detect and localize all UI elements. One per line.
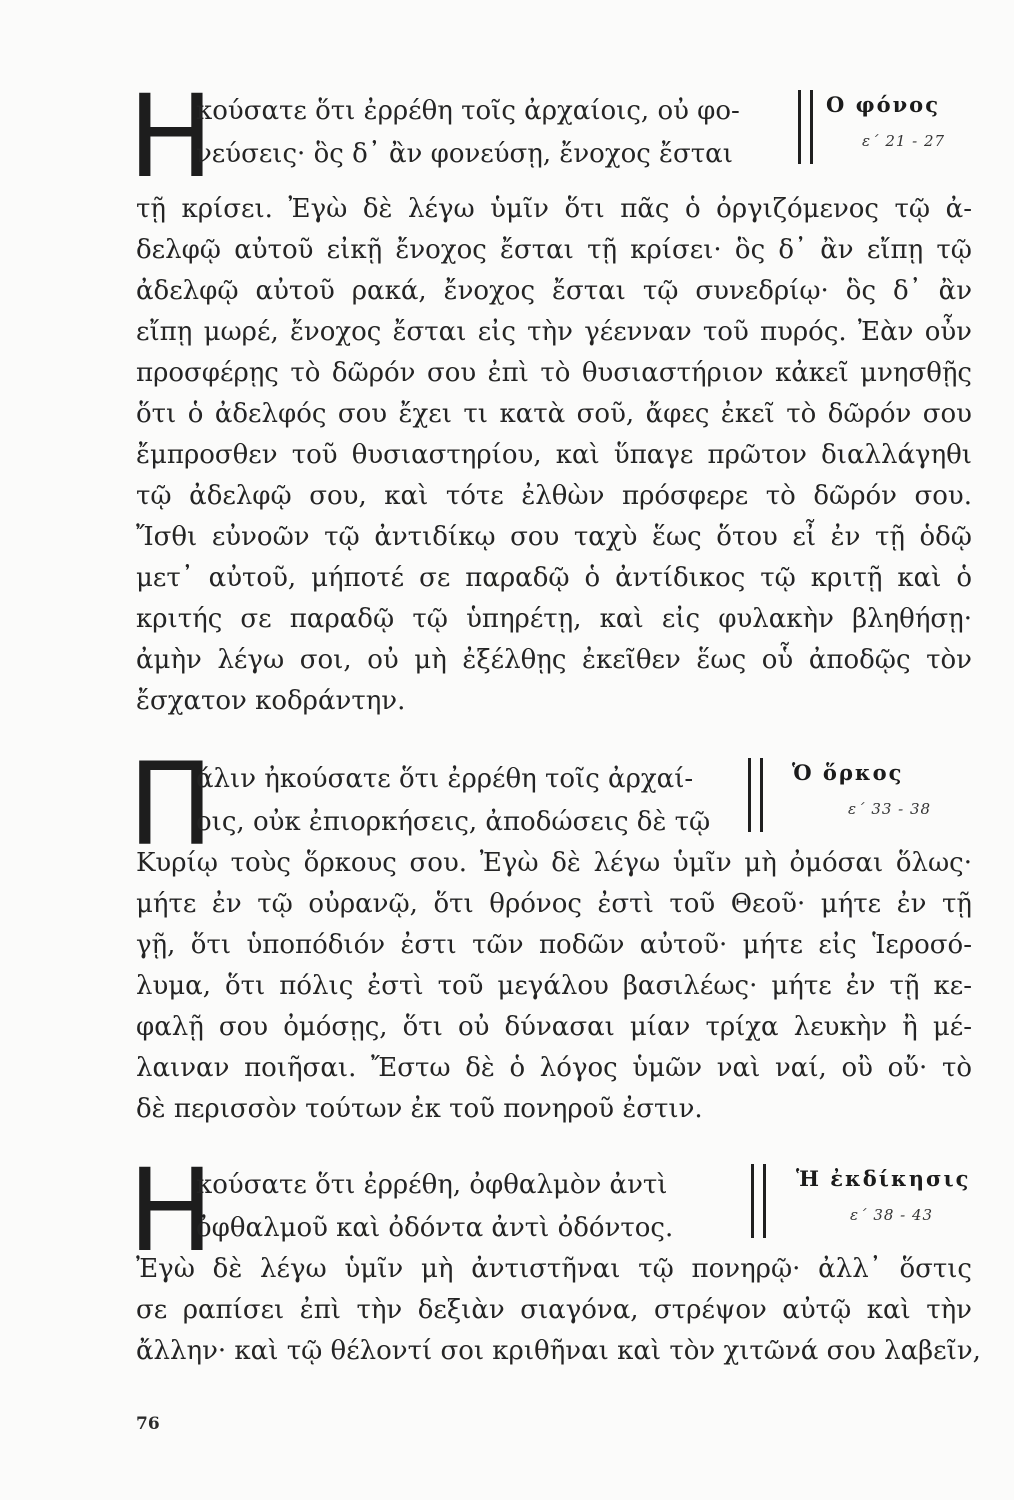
drop-cap-initial: Η xyxy=(128,1144,214,1277)
margin-verse-reference: ε´ 33 - 38 xyxy=(848,800,932,818)
text-line: Ἐγὼ δὲ λέγω ὑμῖν μὴ ἀντιστῆναι τῷ πονηρῷ· ἀλλ᾽ ὅστις xyxy=(136,1254,972,1284)
margin-double-rule xyxy=(751,1164,766,1238)
drop-cap-initial: Π xyxy=(128,738,214,871)
text-line: δελφῷ αὐτοῦ εἰκῇ ἔνοχος ἔσται τῇ κρίσει· ὃς δ᾽ ἂν εἴπῃ τῷ xyxy=(136,235,972,265)
text-line: λαιναν ποιῆσαι. Ἔστω δὲ ὁ λόγος ὑμῶν ναὶ ναί, οὒ οὔ· τὸ xyxy=(136,1053,972,1083)
head-line-2: ὀφθαλμοῦ καὶ ὀδόντα ἀντὶ ὀδόντος. xyxy=(196,1213,674,1243)
margin-verse-reference: ε´ 21 - 27 xyxy=(862,132,946,150)
head-line-1: κούσατε ὅτι ἐρρέθη τοῖς ἀρχαίοις, οὐ φο- xyxy=(196,96,740,126)
margin-verse-reference: ε´ 38 - 43 xyxy=(850,1206,934,1224)
head-line-1: άλιν ἠκούσατε ὅτι ἐρρέθη τοῖς ἀρχαί- xyxy=(196,764,694,794)
text-line: ἔσχατον κοδράντην. xyxy=(136,686,406,716)
text-line: Ἴσθι εὐνοῶν τῷ ἀντιδίκῳ σου ταχὺ ἕως ὅτου εἶ ἐν τῇ ὁδῷ xyxy=(136,522,972,552)
text-line: κριτής σε παραδῷ τῷ ὑπηρέτῃ, καὶ εἰς φυλακὴν βληθήσῃ· xyxy=(136,604,972,634)
section-oath xyxy=(0,738,1014,1124)
drop-cap-initial: Η xyxy=(128,70,214,203)
text-line: Κυρίῳ τοὺς ὅρκους σου. Ἐγὼ δὲ λέγω ὑμῖν μὴ ὀμόσαι ὅλως· xyxy=(136,848,972,878)
text-line: εἴπῃ μωρέ, ἔνοχος ἔσται εἰς τὴν γέενναν τοῦ πυρός. Ἐὰν οὖν xyxy=(136,317,972,347)
page-number: 76 xyxy=(136,1414,160,1434)
head-line-2: νεύσεις· ὃς δ᾽ ἂν φονεύσῃ, ἔνοχος ἔσται xyxy=(196,139,733,169)
text-line: ἀμὴν λέγω σοι, οὐ μὴ ἐξέλθῃς ἐκεῖθεν ἕως οὗ ἀποδῷς τὸν xyxy=(136,645,972,675)
section-murder xyxy=(0,70,1014,716)
text-line: λυμα, ὅτι πόλις ἐστὶ τοῦ μεγάλου βασιλέως· μήτε ἐν τῇ κε- xyxy=(136,971,972,1001)
text-line: σε ραπίσει ἐπὶ τὴν δεξιὰν σιαγόνα, στρέψον αὐτῷ καὶ τὴν xyxy=(136,1295,972,1325)
head-line-2: οις, οὐκ ἐπιορκήσεις, ἀποδώσεις δὲ τῷ xyxy=(196,807,711,837)
text-line: τῷ ἀδελφῷ σου, καὶ τότε ἐλθὼν πρόσφερε τὸ δῶρόν σου. xyxy=(136,481,972,511)
text-line: ἀδελφῷ αὐτοῦ ρακά, ἔνοχος ἔσται τῷ συνεδρίῳ· ὃς δ᾽ ἂν xyxy=(136,276,972,306)
text-line: τῇ κρίσει. Ἐγὼ δὲ λέγω ὑμῖν ὅτι πᾶς ὁ ὀργιζόμενος τῷ ἀ- xyxy=(136,194,972,224)
text-line: ὅτι ὁ ἀδελφός σου ἔχει τι κατὰ σοῦ, ἄφες ἐκεῖ τὸ δῶρόν σου xyxy=(136,399,972,429)
text-line: δὲ περισσὸν τούτων ἐκ τοῦ πονηροῦ ἐστιν. xyxy=(136,1094,703,1124)
text-line: φαλῇ σου ὀμόσῃς, ὅτι οὐ δύνασαι μίαν τρίχα λευκὴν ἢ μέ- xyxy=(136,1012,972,1042)
text-line: ἄλλην· καὶ τῷ θέλοντί σοι κριθῆναι καὶ τὸν χιτῶνά σου λαβεῖν, xyxy=(136,1336,981,1366)
margin-double-rule xyxy=(798,90,813,164)
text-line: μετ᾽ αὐτοῦ, μήποτέ σε παραδῷ ὁ ἀντίδικος τῷ κριτῇ καὶ ὁ xyxy=(136,563,972,593)
margin-section-title: Ὁ ὅρκος xyxy=(792,760,904,785)
text-line: ἔμπροσθεν τοῦ θυσιαστηρίου, καὶ ὕπαγε πρῶτον διαλλάγηθι xyxy=(136,440,972,470)
text-line: μήτε ἐν τῷ οὐρανῷ, ὅτι θρόνος ἐστὶ τοῦ Θεοῦ· μήτε ἐν τῇ xyxy=(136,889,972,919)
head-line-1: κούσατε ὅτι ἐρρέθη, ὀφθαλμὸν ἀντὶ xyxy=(196,1170,668,1200)
text-line: προσφέρῃς τὸ δῶρόν σου ἐπὶ τὸ θυσιαστήριον κἀκεῖ μνησθῇς xyxy=(136,358,972,388)
margin-double-rule xyxy=(748,758,763,832)
section-head xyxy=(0,70,1014,203)
text-line: γῇ, ὅτι ὑποπόδιόν ἐστι τῶν ποδῶν αὐτοῦ· μήτε εἰς Ἱεροσό- xyxy=(136,930,972,960)
margin-section-title: Ο φόνος xyxy=(826,92,940,117)
margin-section-title: Ἡ ἐκδίκησις xyxy=(796,1166,971,1191)
section-revenge xyxy=(0,1144,1014,1366)
